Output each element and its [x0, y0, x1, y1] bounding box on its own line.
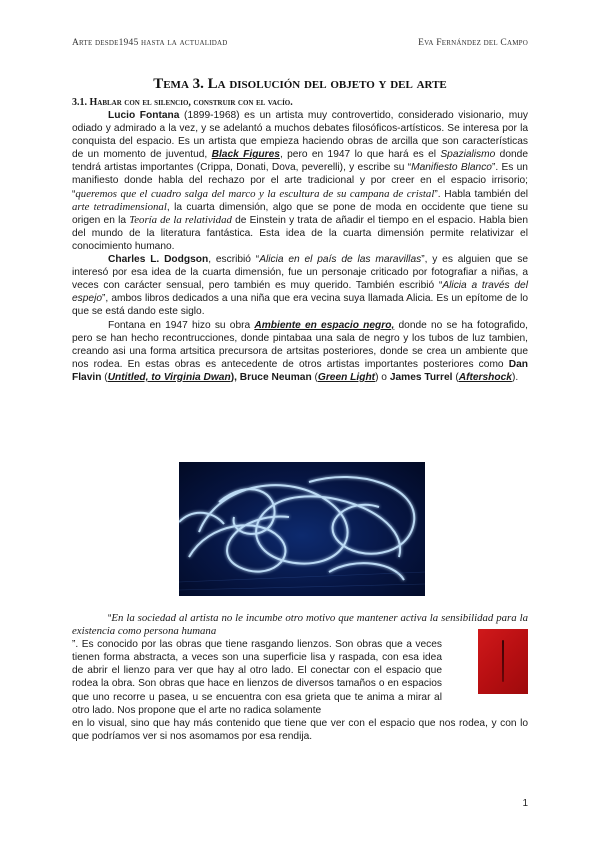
book-alicia: Alicia en el país de las maravillas [259, 254, 422, 266]
text-run: “ [108, 613, 112, 624]
text-below-image: en lo visual, sino que hay más contenido que tiene que ver con el espacio que nos rodea, y con lo que podríamos ver si nos asomamos por esa rendija. [72, 717, 528, 742]
paragraph-rasgando-lienzos [72, 612, 528, 743]
term-manifiesto: Manifiesto Blanco [411, 162, 492, 174]
header-author: Eva Fernández del Campo [418, 38, 528, 48]
text-beside-image: ”. Es conocido por las obras que tiene rasgando lienzos. Son obras que a veces tienen forma abstracta, a veces son una superficie lisa y raspada, con esa idea de abrir el lienzo para ver que hay al otro lado. El conectar con el espacio que rodea la obra. Son obras que hace en lienzos de diversos tamaños o en espacios que uno recorre u pasea, u se encuentra con esa grieta que te anima a mirar al otro lado. Nos propone que el arte no radica solamente [72, 639, 442, 716]
artist-name-fontana: Lucio Fontana [108, 110, 180, 121]
text-run: ”, y es alguien que se interesó por esa idea de la cuarta dimensión, fue un personaje criticado por fotografiar a niñas, a veces con carácter sensual, pero también es muy querido. También escribió “ [72, 254, 528, 292]
work-black-figures: Black Figures [211, 149, 280, 161]
text-run: ( [311, 371, 318, 383]
artist-name-turrel: James Turrel [389, 371, 453, 383]
paragraph-ambiente [72, 319, 528, 384]
text-run: ), [230, 371, 240, 383]
text-run: de Einstein y trata de añadir el tiempo en el espacio. Habla bien del mundo de la literatura fantástica. Esta idea de la cuarta dimensión permite relativizar el conocimiento humano. [72, 214, 529, 252]
text-run: ( [452, 371, 459, 383]
fontana-sociedad-quote [72, 612, 528, 638]
work-green-light: Green Light [317, 371, 376, 383]
text-run: , pero en 1947 lo que hará es el [279, 149, 441, 161]
page-title: Tema 3. La disolución del objeto y del arte [153, 76, 447, 92]
neon-tubes-graphic [179, 462, 425, 596]
term-spazialismo: Spazialismo [440, 149, 496, 161]
header-course-title: Arte desde1945 hasta la actualidad [72, 38, 228, 48]
text-run: (1899-1968) es un artista muy controvertido, considerado visionario, muy odiado y admirado a la vez, y se adelantó a muchos debates filosóficos-artísticos. Se interesa por la conquista del espacio. Es un artista que empieza haciendo obras de arcilla que son características de un momento de juventud, [72, 110, 528, 161]
text-run: donde no se ha fotografido, pero se han hecho recontrucciones, donde pintabaa una sala de negro y los tubos de luz tambien, creando asi una forma artsitica precursora de artsitas posteriores, donde se crea un ambiente que nos rodea. En estas obras es antecedente de otros artistas importantes posteriores como [72, 319, 528, 370]
text-run: ”. Habla también del [434, 188, 528, 200]
text-run: ”, ambos libros dedicados a una niña que era vecina suya llamada Alicia. Es un epítome de lo que se está dando este siglo. [72, 293, 528, 318]
text-run: ”. Es un manifiesto donde habla del rechazo por el arte tradicional y por creer en el espacio irrisorio; “ [72, 162, 528, 200]
canvas-slit [502, 640, 504, 682]
page-number: 1 [522, 798, 528, 809]
work-ambiente-espacio-negro: Ambiente en espacio negro, [254, 319, 395, 331]
paragraph-dodgson [72, 253, 528, 318]
term-arte-tetradimensional: arte tetradimensional [72, 200, 167, 213]
sociedad-quote: En la sociedad al artista no le incumbe otro motivo que mantener activa la sensibilidad para la existencia como persona humana [72, 612, 528, 638]
text-run: ). [511, 371, 519, 383]
text-run: , escribió “ [208, 254, 260, 266]
section-heading: 3.1. Hablar con el silencio, construir con el vacío. [72, 97, 293, 108]
neon-installation-photo [179, 462, 425, 596]
artist-name-flavin: Dan Flavin [72, 358, 528, 383]
paragraph-fontana [72, 109, 528, 253]
book-espejo: Alicia a través del espejo [72, 280, 528, 305]
work-aftershock: Aftershock [458, 371, 512, 383]
text-run: ) o [375, 371, 390, 383]
text-run: , la cuarta dimensión, algo que se pone de moda en occidente que tiene su origen en la [72, 201, 528, 226]
body-text [72, 109, 528, 384]
artist-name-neuman: Bruce Neuman [239, 371, 312, 383]
fontana-quote: queremos que el cuadro salga del marco y la escultura de su campana de cristal [75, 187, 435, 200]
author-name-dodgson: Charles L. Dodgson [108, 254, 209, 266]
red-slashed-canvas-image [478, 629, 528, 694]
text-run: ( [101, 371, 108, 383]
term-teoria-relatividad: Teoría de la relatividad [129, 213, 232, 226]
text-run: donde tendrá artistas importantes (Crippa, Donati, Dova, peverelli), y escribe su “ [72, 149, 528, 174]
work-untitled-virginia-dwan: Untitled, to Virginia Dwan [107, 371, 231, 383]
text-run: Fontana en 1947 hizo su obra [108, 319, 255, 331]
